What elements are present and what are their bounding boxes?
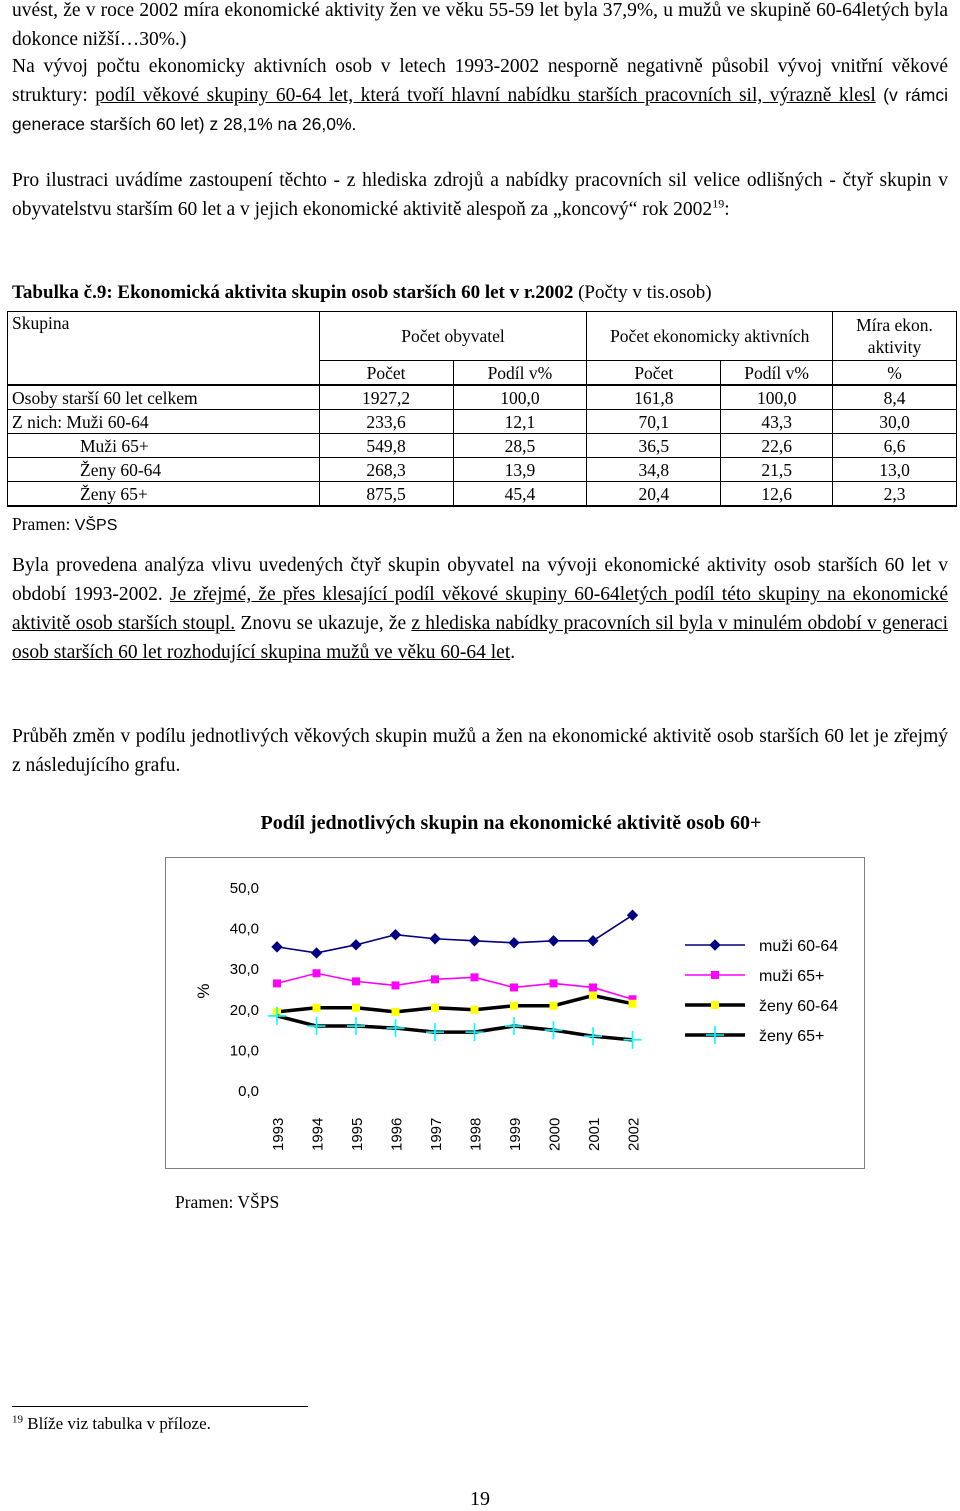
chart-title: Podíl jednotlivých skupin na ekonomické aktivitě osob 60+ [260,812,762,834]
x-tick-label: 2002 [625,1117,643,1151]
series-point [550,979,558,987]
footnote-ref: 19 [712,196,725,211]
series-point [629,1000,637,1008]
x-tick-label: 1995 [349,1117,366,1151]
paragraph-analysis [12,551,948,667]
series-point [471,1006,479,1014]
table-row [8,410,957,434]
cell: 13,9 [453,458,587,482]
y-tick-label: 10,0 [229,1042,259,1060]
subheader-cell: Počet [319,361,453,386]
series-point [352,1004,360,1012]
cell: 549,8 [319,434,453,458]
cell: 45,4 [453,482,587,507]
footnote-text: Blíže viz tabulka v příloze. [23,1414,211,1433]
row-label: Ženy 65+ [8,482,320,507]
intro-line [12,0,948,54]
series-point [471,973,479,981]
footnote-divider [12,1406,308,1407]
header-rate: Míra ekon. aktivity [833,312,957,361]
header-group: Skupina [8,312,320,386]
paragraph-text: Pro ilustraci uvádíme zastoupení těchto - z hlediska zdrojů a nabídky pracovních sil velice odlišných - čtyř skupin v obyvatelstvu starším 60 let a v jejich ekonomické aktivitě alespoň za „koncový“ rok 2002 [12,170,948,220]
cell: 233,6 [319,410,453,434]
paragraph-text-sans: (v rámci generace starších 60 let) z 28,1% na 26,0%. [12,85,948,134]
x-tick-label: 1998 [467,1117,485,1151]
cell: 875,5 [319,482,453,507]
cell: 2,3 [833,482,957,507]
series-point [352,977,360,985]
x-tick-label: 1993 [270,1117,287,1151]
legend-label: ženy 60-64 [759,998,839,1015]
paragraph-illustration [12,166,948,224]
series-point [273,979,281,987]
table-row [8,434,957,458]
subheader-cell: Podíl v% [453,361,587,386]
table-source [12,514,117,535]
y-tick-label: 50,0 [229,880,259,897]
series-point [392,981,400,989]
paragraph-structure [12,52,948,139]
series-point [711,1001,719,1009]
line-chart [165,857,865,1169]
subheader-cell: % [833,361,957,386]
header-population: Počet obyvatel [319,312,587,361]
cell: 30,0 [833,410,957,434]
x-tick-label: 2001 [586,1117,603,1151]
table-row [8,482,957,507]
cell: 36,5 [587,434,721,458]
series-point [711,971,719,979]
legend-label: muži 60-64 [759,938,839,955]
x-tick-label: 1994 [309,1117,327,1151]
cell: 1927,2 [319,385,453,410]
y-tick-label: 30,0 [229,961,259,979]
table-header-row [8,312,957,361]
y-axis-label-group [194,983,213,998]
series-point [510,983,518,991]
cell: 20,4 [587,482,721,507]
caption-bold: Tabulka č.9: Ekonomická aktivita skupin osob starších 60 let v r.2002 [12,282,574,303]
cell: 70,1 [587,410,721,434]
series-point [589,992,597,1000]
legend-label: muži 65+ [759,968,825,985]
series-point [510,1002,518,1010]
x-tick-label: 1996 [388,1117,406,1151]
y-axis-label: % [194,983,213,999]
cell: 100,0 [721,385,833,410]
subheader-cell: Podíl v% [721,361,833,386]
cell: 268,3 [319,458,453,482]
footnote-number: 19 [12,1413,23,1426]
cell: 13,0 [833,458,957,482]
cell: 21,5 [721,458,833,482]
x-tick-label: 1997 [428,1117,445,1151]
activity-table [7,311,957,507]
source-value: VŠPS [74,517,118,534]
cell: 8,4 [833,385,957,410]
y-tick-label: 40,0 [229,920,259,938]
underlined-text: z hlediska nabídky pracovních sil byla v minulém období v generaci osob starších 60 let rozhodující skupina mužů ve věku 60-64 let [12,613,948,663]
row-label: Ženy 60-64 [8,458,320,482]
row-label: Z nich: Muži 60-64 [8,410,320,434]
row-label: Osoby starší 60 let celkem [8,385,320,410]
cell: 43,3 [721,410,833,434]
series-point [431,1004,439,1012]
row-label: Muži 65+ [8,434,320,458]
series-point [392,1008,400,1016]
intro-text: uvést, že v roce 2002 míra ekonomické aktivity žen ve věku 55-59 let byla 37,9%, u mužů ve skupině 60-64letých byla dokonce nižší…30%.) [12,0,948,50]
cell: 34,8 [587,458,721,482]
cell: 28,5 [453,434,587,458]
cell: 22,6 [721,434,833,458]
series-point [550,1002,558,1010]
y-tick-label: 20,0 [229,1001,259,1019]
subheader-cell: Počet [587,361,721,386]
series-point [313,969,321,977]
series-point [589,983,597,991]
table-row [8,458,957,482]
paragraph-text: Znovu se ukazuje, že [235,613,412,634]
footnote [12,1414,211,1434]
paragraph-text: . [510,642,516,663]
paragraph-text: Na vývoj počtu ekonomicky aktivních osob v letech 1993-2002 nesporně negativně působil vývoj vnitřní věkové struktury: [12,56,948,106]
cell: 100,0 [453,385,587,410]
chart-source: Pramen: VŠPS [175,1192,280,1212]
cell: 161,8 [587,385,721,410]
page-number: 19 [470,1488,490,1510]
paragraph-text: Průběh změn v podílu jednotlivých věkových skupin mužů a žen na ekonomické aktivitě osob starších 60 let je zřejmý z následujícího grafu. [12,726,948,776]
table-row [8,385,957,410]
x-tick-label: 1999 [507,1117,524,1151]
y-tick-label: 0,0 [238,1083,259,1100]
cell: 6,6 [833,434,957,458]
caption-units: (Počty v tis.osob) [573,282,712,303]
x-tick-label: 2000 [546,1117,564,1151]
paragraph-text-end: : [724,199,730,220]
cell: 12,6 [721,482,833,507]
cell: 12,1 [453,410,587,434]
paragraph-chart-intro [12,722,948,780]
paragraph-text: Byla provedena analýza vlivu uvedených čtyř skupin obyvatel na vývoji ekonomické aktivity osob starších 60 let v období 1993-2002. [12,555,948,605]
underlined-text: Je zřejmé, že přes klesající podíl věkové skupiny 60-64letých podíl této skupiny na ekonomické aktivitě osob starších stoupl. [12,584,949,634]
series-point [313,1004,321,1012]
chart-canvas [165,857,865,1169]
source-label: Pramen: [12,514,75,534]
legend-label: ženy 65+ [759,1028,825,1045]
underlined-text: podíl věkové skupiny 60-64 let, která tvoří hlavní nabídku starších pracovních sil, výrazně klesl [95,85,876,106]
header-econ-active: Počet ekonomicky aktivních [587,312,833,361]
table-caption [12,282,712,304]
series-point [431,975,439,983]
